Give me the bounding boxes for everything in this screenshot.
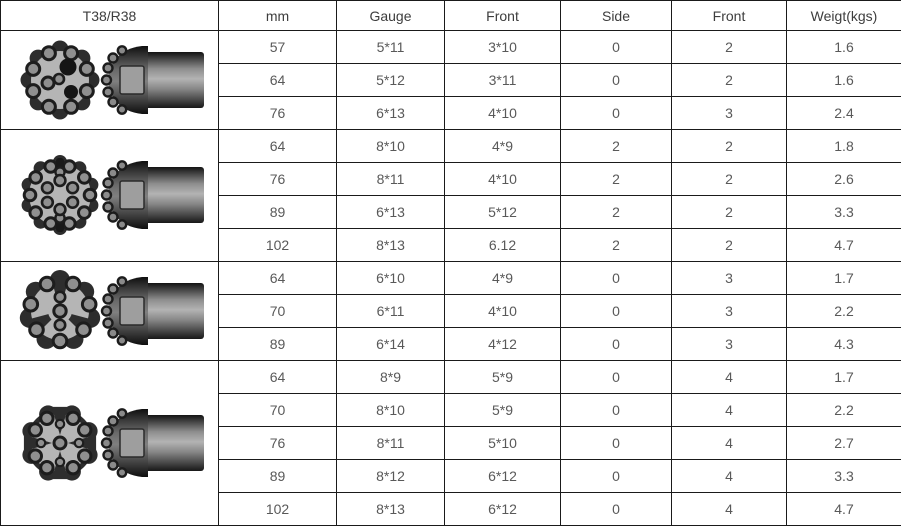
cell-mm: 64 — [219, 262, 337, 295]
cell-mm: 102 — [219, 229, 337, 262]
cell-front1: 3*10 — [445, 31, 561, 64]
cell-gauge: 8*11 — [337, 163, 445, 196]
table-row — [1, 130, 901, 163]
cell-weight: 4.7 — [787, 493, 901, 526]
cell-side: 0 — [561, 328, 672, 361]
cell-mm: 57 — [219, 31, 337, 64]
cell-front2: 2 — [672, 31, 787, 64]
cell-side: 0 — [561, 493, 672, 526]
cell-side: 0 — [561, 361, 672, 394]
cell-front2: 3 — [672, 295, 787, 328]
cell-weight: 1.6 — [787, 31, 901, 64]
cell-side: 0 — [561, 427, 672, 460]
cell-side: 0 — [561, 295, 672, 328]
cell-side: 0 — [561, 64, 672, 97]
cell-side: 0 — [561, 31, 672, 64]
cell-side: 0 — [561, 97, 672, 130]
cell-gauge: 8*10 — [337, 394, 445, 427]
cell-mm: 70 — [219, 295, 337, 328]
cell-front1: 5*9 — [445, 361, 561, 394]
cell-mm: 76 — [219, 97, 337, 130]
cell-gauge: 8*11 — [337, 427, 445, 460]
cell-front2: 3 — [672, 328, 787, 361]
cell-gauge: 8*13 — [337, 229, 445, 262]
cell-weight: 2.7 — [787, 427, 901, 460]
cell-mm: 89 — [219, 460, 337, 493]
cell-weight: 3.3 — [787, 460, 901, 493]
cell-weight: 4.3 — [787, 328, 901, 361]
header-row — [1, 1, 901, 31]
cell-weight: 1.7 — [787, 361, 901, 394]
cell-front1: 4*10 — [445, 163, 561, 196]
product-header: T38/R38 — [1, 1, 219, 31]
cell-mm: 64 — [219, 361, 337, 394]
cross-lobe-button-bit-face-and-side-icon — [10, 396, 210, 491]
cell-front2: 3 — [672, 262, 787, 295]
cell-gauge: 6*14 — [337, 328, 445, 361]
col-header-side: Side — [561, 1, 672, 31]
cell-gauge: 5*11 — [337, 31, 445, 64]
col-header-front1: Front — [445, 1, 561, 31]
cell-gauge: 6*11 — [337, 295, 445, 328]
cell-side: 2 — [561, 163, 672, 196]
bit-image-cell — [1, 361, 219, 526]
cell-weight: 1.8 — [787, 130, 901, 163]
cell-gauge: 6*10 — [337, 262, 445, 295]
bit-image-cell — [1, 31, 219, 130]
table-row — [1, 262, 901, 295]
table-row — [1, 361, 901, 394]
button-bit-8-button-face-and-side-icon — [10, 33, 210, 128]
cell-weight: 2.6 — [787, 163, 901, 196]
col-header-mm: mm — [219, 1, 337, 31]
cell-front2: 2 — [672, 130, 787, 163]
cell-front1: 6*12 — [445, 460, 561, 493]
table-row — [1, 31, 901, 64]
cell-front2: 2 — [672, 163, 787, 196]
cell-front1: 4*10 — [445, 295, 561, 328]
cell-weight: 4.7 — [787, 229, 901, 262]
cell-side: 0 — [561, 394, 672, 427]
cell-weight: 2.2 — [787, 295, 901, 328]
retrac-button-bit-face-and-side-icon — [10, 264, 210, 359]
cell-front2: 2 — [672, 229, 787, 262]
cell-side: 2 — [561, 196, 672, 229]
cell-front1: 4*10 — [445, 97, 561, 130]
cell-gauge: 8*9 — [337, 361, 445, 394]
cell-gauge: 8*12 — [337, 460, 445, 493]
cell-mm: 89 — [219, 328, 337, 361]
cell-front2: 4 — [672, 427, 787, 460]
cell-weight: 2.4 — [787, 97, 901, 130]
cell-side: 2 — [561, 229, 672, 262]
cell-weight: 3.3 — [787, 196, 901, 229]
cell-mm: 102 — [219, 493, 337, 526]
cell-mm: 70 — [219, 394, 337, 427]
cell-mm: 76 — [219, 163, 337, 196]
bit-image-cell — [1, 130, 219, 262]
cell-front1: 6*12 — [445, 493, 561, 526]
cell-front1: 5*12 — [445, 196, 561, 229]
cell-front1: 4*12 — [445, 328, 561, 361]
cell-mm: 64 — [219, 130, 337, 163]
bit-image-cell — [1, 262, 219, 361]
cell-weight: 2.2 — [787, 394, 901, 427]
col-header-gauge: Gauge — [337, 1, 445, 31]
cell-front1: 5*10 — [445, 427, 561, 460]
cell-weight: 1.7 — [787, 262, 901, 295]
cell-gauge: 8*13 — [337, 493, 445, 526]
cell-front2: 3 — [672, 97, 787, 130]
cell-front1: 4*9 — [445, 262, 561, 295]
cell-front2: 4 — [672, 493, 787, 526]
col-header-weight: Weigt(kgs) — [787, 1, 901, 31]
cell-gauge: 5*12 — [337, 64, 445, 97]
button-bit-10-button-face-and-side-icon — [10, 148, 210, 243]
cell-front2: 2 — [672, 64, 787, 97]
cell-mm: 76 — [219, 427, 337, 460]
cell-gauge: 6*13 — [337, 196, 445, 229]
cell-front2: 4 — [672, 361, 787, 394]
cell-side: 2 — [561, 130, 672, 163]
cell-mm: 89 — [219, 196, 337, 229]
cell-weight: 1.6 — [787, 64, 901, 97]
col-header-front2: Front — [672, 1, 787, 31]
cell-front2: 4 — [672, 460, 787, 493]
cell-gauge: 8*10 — [337, 130, 445, 163]
cell-front1: 4*9 — [445, 130, 561, 163]
cell-side: 0 — [561, 262, 672, 295]
cell-front2: 2 — [672, 196, 787, 229]
cell-front1: 3*11 — [445, 64, 561, 97]
cell-gauge: 6*13 — [337, 97, 445, 130]
cell-side: 0 — [561, 460, 672, 493]
cell-front1: 6.12 — [445, 229, 561, 262]
cell-mm: 64 — [219, 64, 337, 97]
cell-front1: 5*9 — [445, 394, 561, 427]
cell-front2: 4 — [672, 394, 787, 427]
